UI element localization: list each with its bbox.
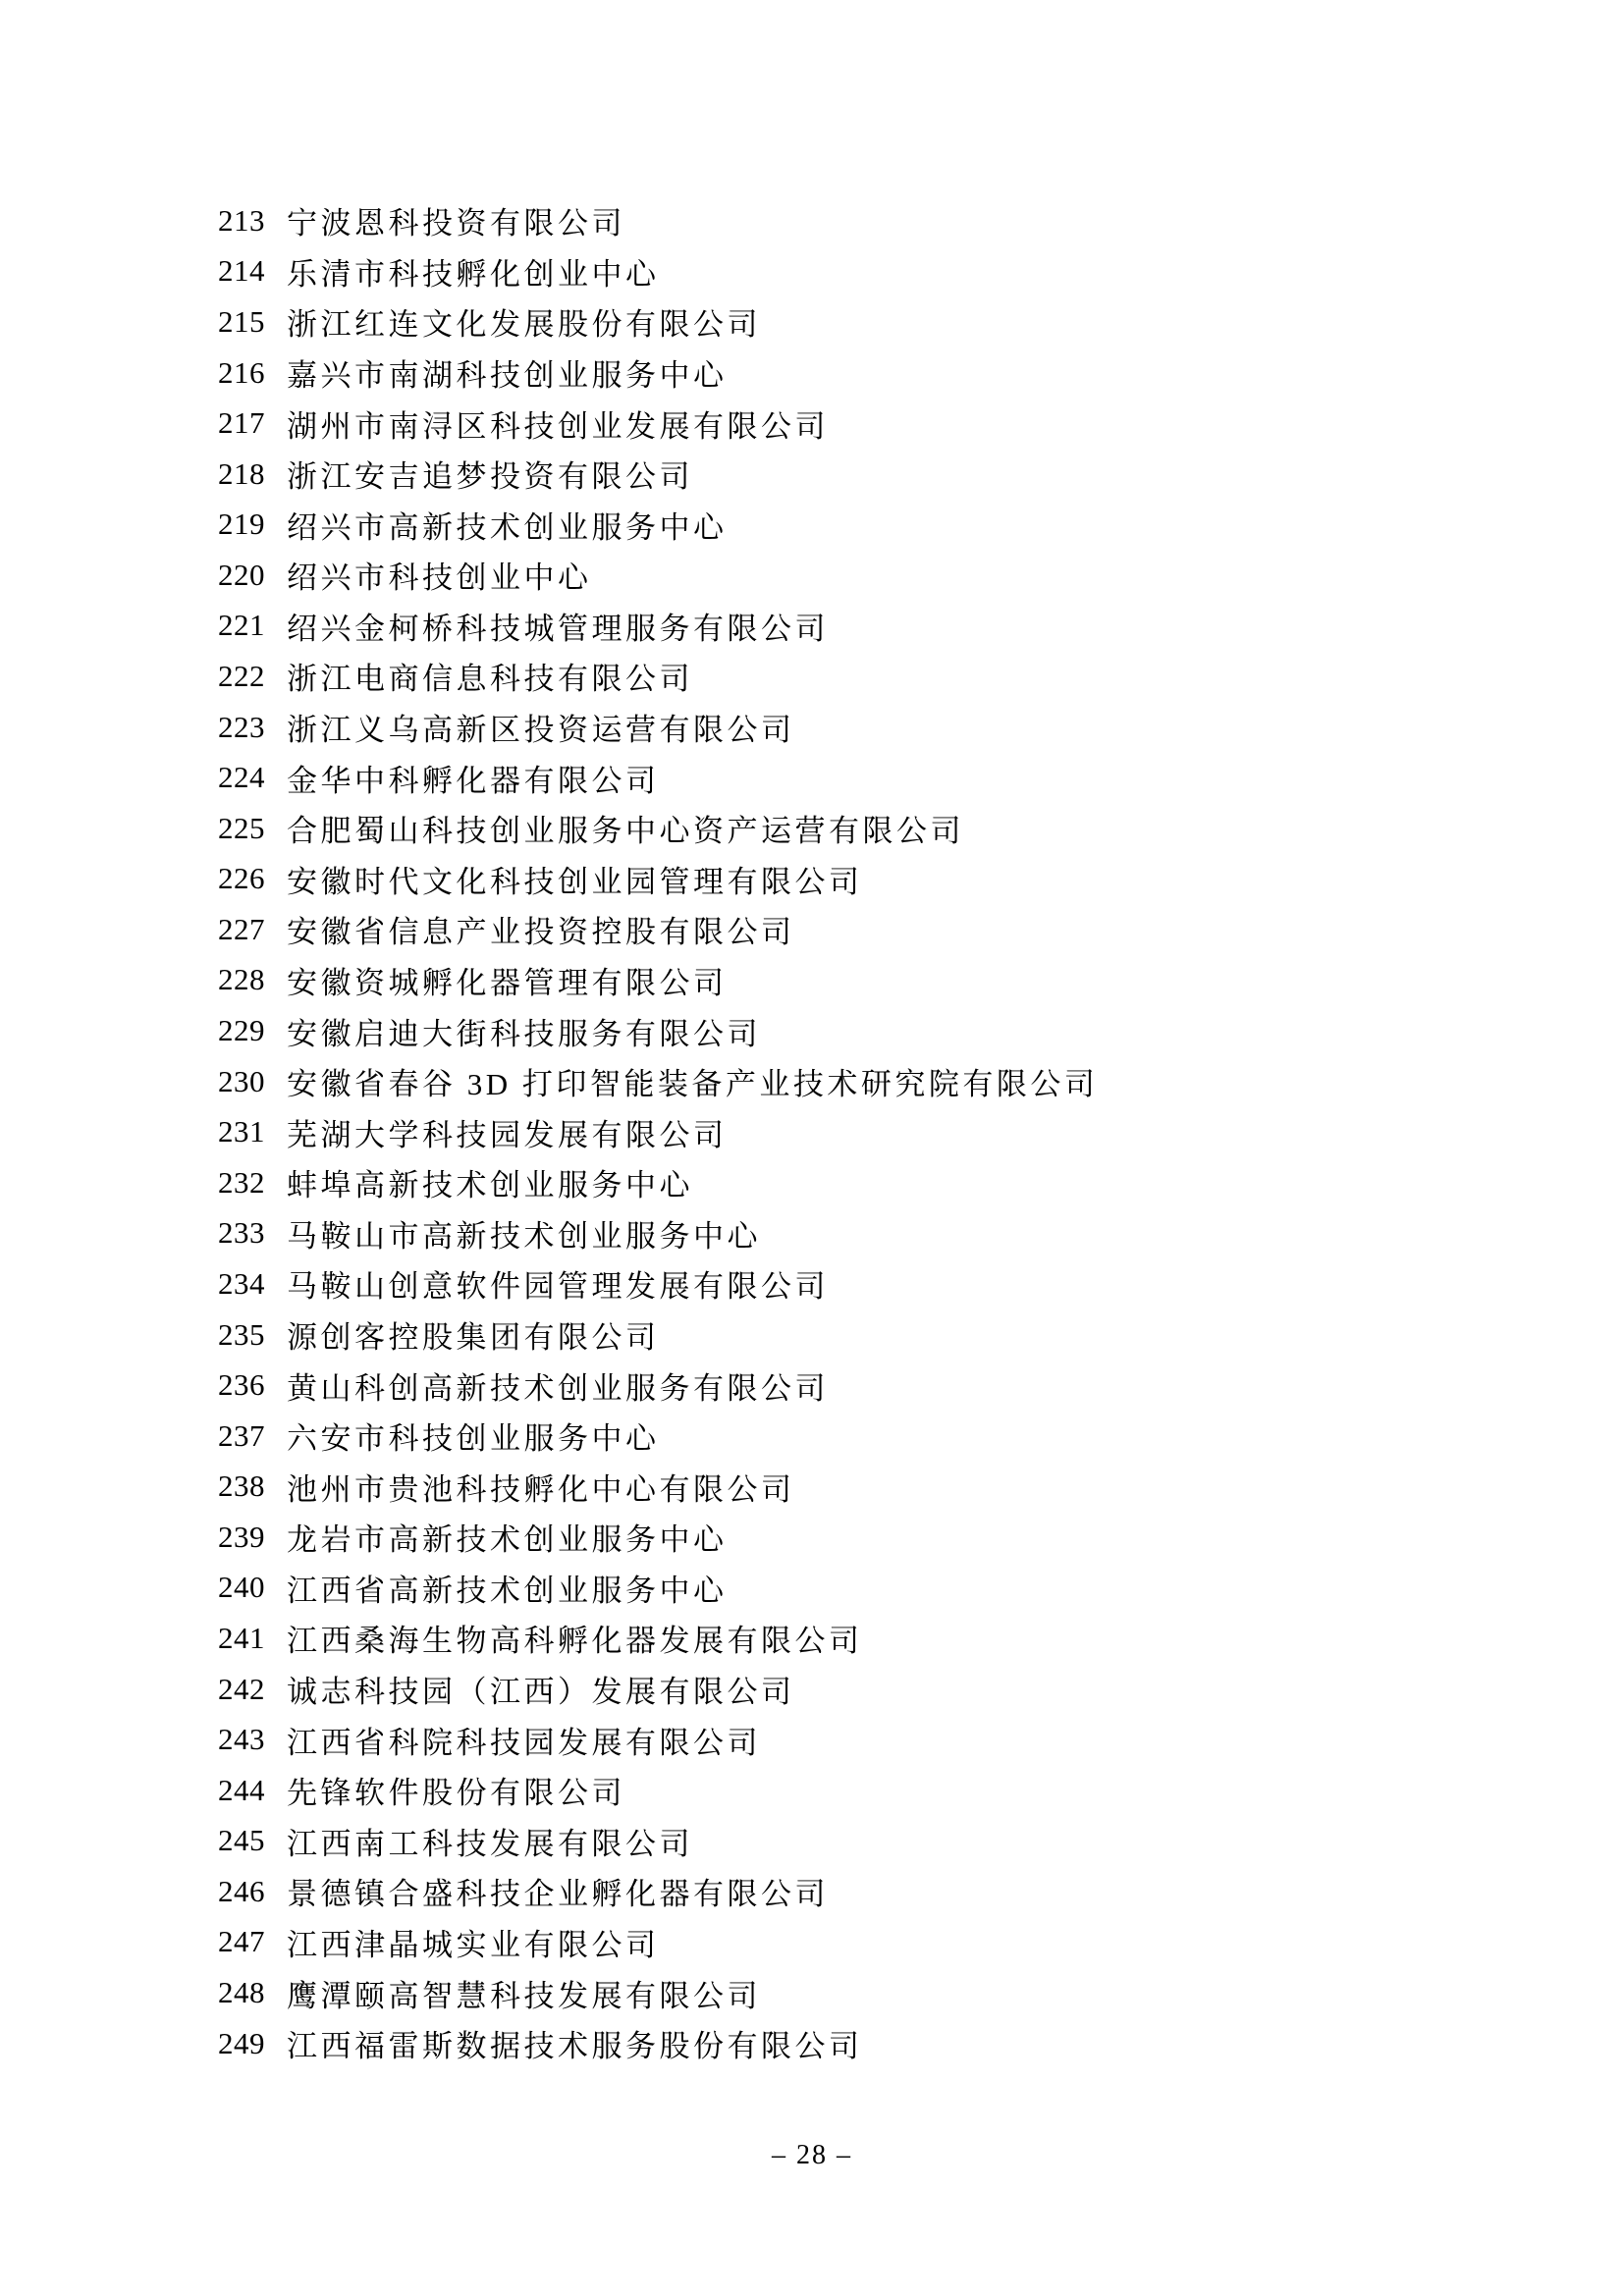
list-item [218,904,1585,955]
entry-number: 245 [218,1823,265,1858]
list-item [218,702,1585,753]
list-item [218,246,1585,297]
list-item [218,803,1585,854]
entry-number: 235 [218,1316,265,1352]
list-item [218,601,1585,652]
entry-name: 绍兴市科技创业中心 [287,561,592,596]
entry-name: 安徽时代文化科技创业园管理有限公司 [287,864,863,899]
entry-number: 222 [218,658,265,693]
entry-name: 江西津晶城实业有限公司 [287,1927,660,1962]
entry-number: 218 [218,455,265,491]
list-item [218,1258,1585,1309]
list-item [218,1765,1585,1816]
entry-number: 219 [218,507,265,542]
entry-name: 金华中科孵化器有限公司 [287,763,660,798]
list-item [218,1563,1585,1614]
entry-name: 浙江红连文化发展股份有限公司 [287,307,761,343]
list-item [218,550,1585,601]
entry-name: 景德镇合盛科技企业孵化器有限公司 [287,1877,829,1912]
entry-name: 江西省高新技术创业服务中心 [287,1573,728,1608]
entry-number: 221 [218,608,265,643]
entry-name: 江西桑海生物高科孵化器发展有限公司 [287,1624,863,1659]
entry-name: 乐清市科技孵化创业中心 [287,256,660,292]
entry-number: 239 [218,1519,265,1554]
list-item [218,1411,1585,1462]
entry-name: 鹰潭颐高智慧科技发展有限公司 [287,1978,761,2013]
entry-name: 蚌埠高新技术创业服务中心 [287,1168,693,1203]
entry-number: 231 [218,1114,265,1149]
entry-number: 248 [218,1975,265,2010]
entry-number: 226 [218,861,265,896]
entry-number: 237 [218,1417,265,1453]
entry-name: 浙江安吉追梦投资有限公司 [287,459,693,495]
entry-name: 浙江义乌高新区投资运营有限公司 [287,713,795,748]
entry-name: 龙岩市高新技术创业服务中心 [287,1522,728,1558]
list-item [218,1056,1585,1107]
entry-number: 232 [218,1164,265,1200]
entry-number: 240 [218,1570,265,1605]
entry-number: 213 [218,202,265,238]
entry-number: 225 [218,810,265,845]
entry-name: 安徽启迪大街科技服务有限公司 [287,1016,761,1051]
list-item [218,1664,1585,1715]
entry-name: 宁波恩科投资有限公司 [287,206,625,241]
entry-name: 源创客控股集团有限公司 [287,1320,660,1355]
entry-number: 228 [218,962,265,997]
entry-number: 230 [218,1063,265,1098]
list-item [218,398,1585,449]
list-item [218,499,1585,550]
entry-number: 215 [218,303,265,339]
page-number: – 28 – [772,2140,852,2170]
entry-number: 247 [218,1924,265,1959]
list-item [218,1461,1585,1512]
list-item [218,1917,1585,1968]
entry-number: 217 [218,405,265,441]
entry-name: 绍兴市高新技术创业服务中心 [287,509,728,545]
entry-number: 244 [218,1772,265,1807]
entry-name: 安徽资城孵化器管理有限公司 [287,965,728,1000]
entry-number: 223 [218,709,265,744]
entry-number: 234 [218,1265,265,1301]
entry-name: 马鞍山市高新技术创业服务中心 [287,1218,761,1254]
list-item [218,1106,1585,1157]
list-item [218,1816,1585,1867]
list-item [218,1208,1585,1259]
list-item [218,2018,1585,2069]
entry-name: 嘉兴市南湖科技创业服务中心 [287,358,728,394]
list-item [218,752,1585,803]
list-item [218,449,1585,500]
entry-number: 238 [218,1468,265,1504]
entry-name: 安徽省春谷 3D 打印智能装备产业技术研究院有限公司 [287,1067,1099,1102]
list-item [218,347,1585,399]
list-item [218,1967,1585,2018]
entry-name: 诚志科技园（江西）发展有限公司 [287,1675,795,1710]
entry-name: 六安市科技创业服务中心 [287,1421,660,1457]
list-item [218,1512,1585,1563]
entry-name: 芜湖大学科技园发展有限公司 [287,1117,728,1152]
entry-number: 216 [218,354,265,390]
entry-number: 243 [218,1722,265,1757]
entry-number: 236 [218,1367,265,1403]
entry-name: 湖州市南浔区科技创业发展有限公司 [287,408,829,444]
entry-name: 池州市贵池科技孵化中心有限公司 [287,1471,795,1507]
list-item [218,296,1585,347]
entry-number: 233 [218,1215,265,1251]
entry-number: 214 [218,253,265,289]
entry-number: 229 [218,1013,265,1048]
entry-name: 绍兴金柯桥科技城管理服务有限公司 [287,611,829,646]
entry-number: 227 [218,911,265,946]
entry-name: 江西南工科技发展有限公司 [287,1826,693,1861]
list-item [218,1360,1585,1411]
list-item [218,1157,1585,1208]
list-item [218,1309,1585,1361]
list-item [218,195,1585,246]
list-item [218,1613,1585,1664]
entry-number: 241 [218,1620,265,1655]
list-item [218,651,1585,702]
entry-number: 224 [218,760,265,795]
entry-name: 合肥蜀山科技创业服务中心资产运营有限公司 [287,814,964,849]
entry-number: 249 [218,2025,265,2060]
list-item [218,1866,1585,1917]
list-item [218,1005,1585,1056]
entry-number: 220 [218,557,265,592]
entry-name: 江西省科院科技园发展有限公司 [287,1725,761,1760]
entry-number: 242 [218,1671,265,1706]
entry-name: 先锋软件股份有限公司 [287,1776,625,1811]
entry-name: 黄山科创高新技术创业服务有限公司 [287,1370,829,1406]
entry-name: 马鞍山创意软件园管理发展有限公司 [287,1269,829,1305]
entry-name: 浙江电商信息科技有限公司 [287,662,693,697]
entry-name: 江西福雷斯数据技术服务股份有限公司 [287,2029,863,2064]
entry-name: 安徽省信息产业投资控股有限公司 [287,915,795,950]
list-item [218,955,1585,1006]
entry-number: 246 [218,1873,265,1908]
list-item [218,1714,1585,1765]
list-item [218,854,1585,905]
